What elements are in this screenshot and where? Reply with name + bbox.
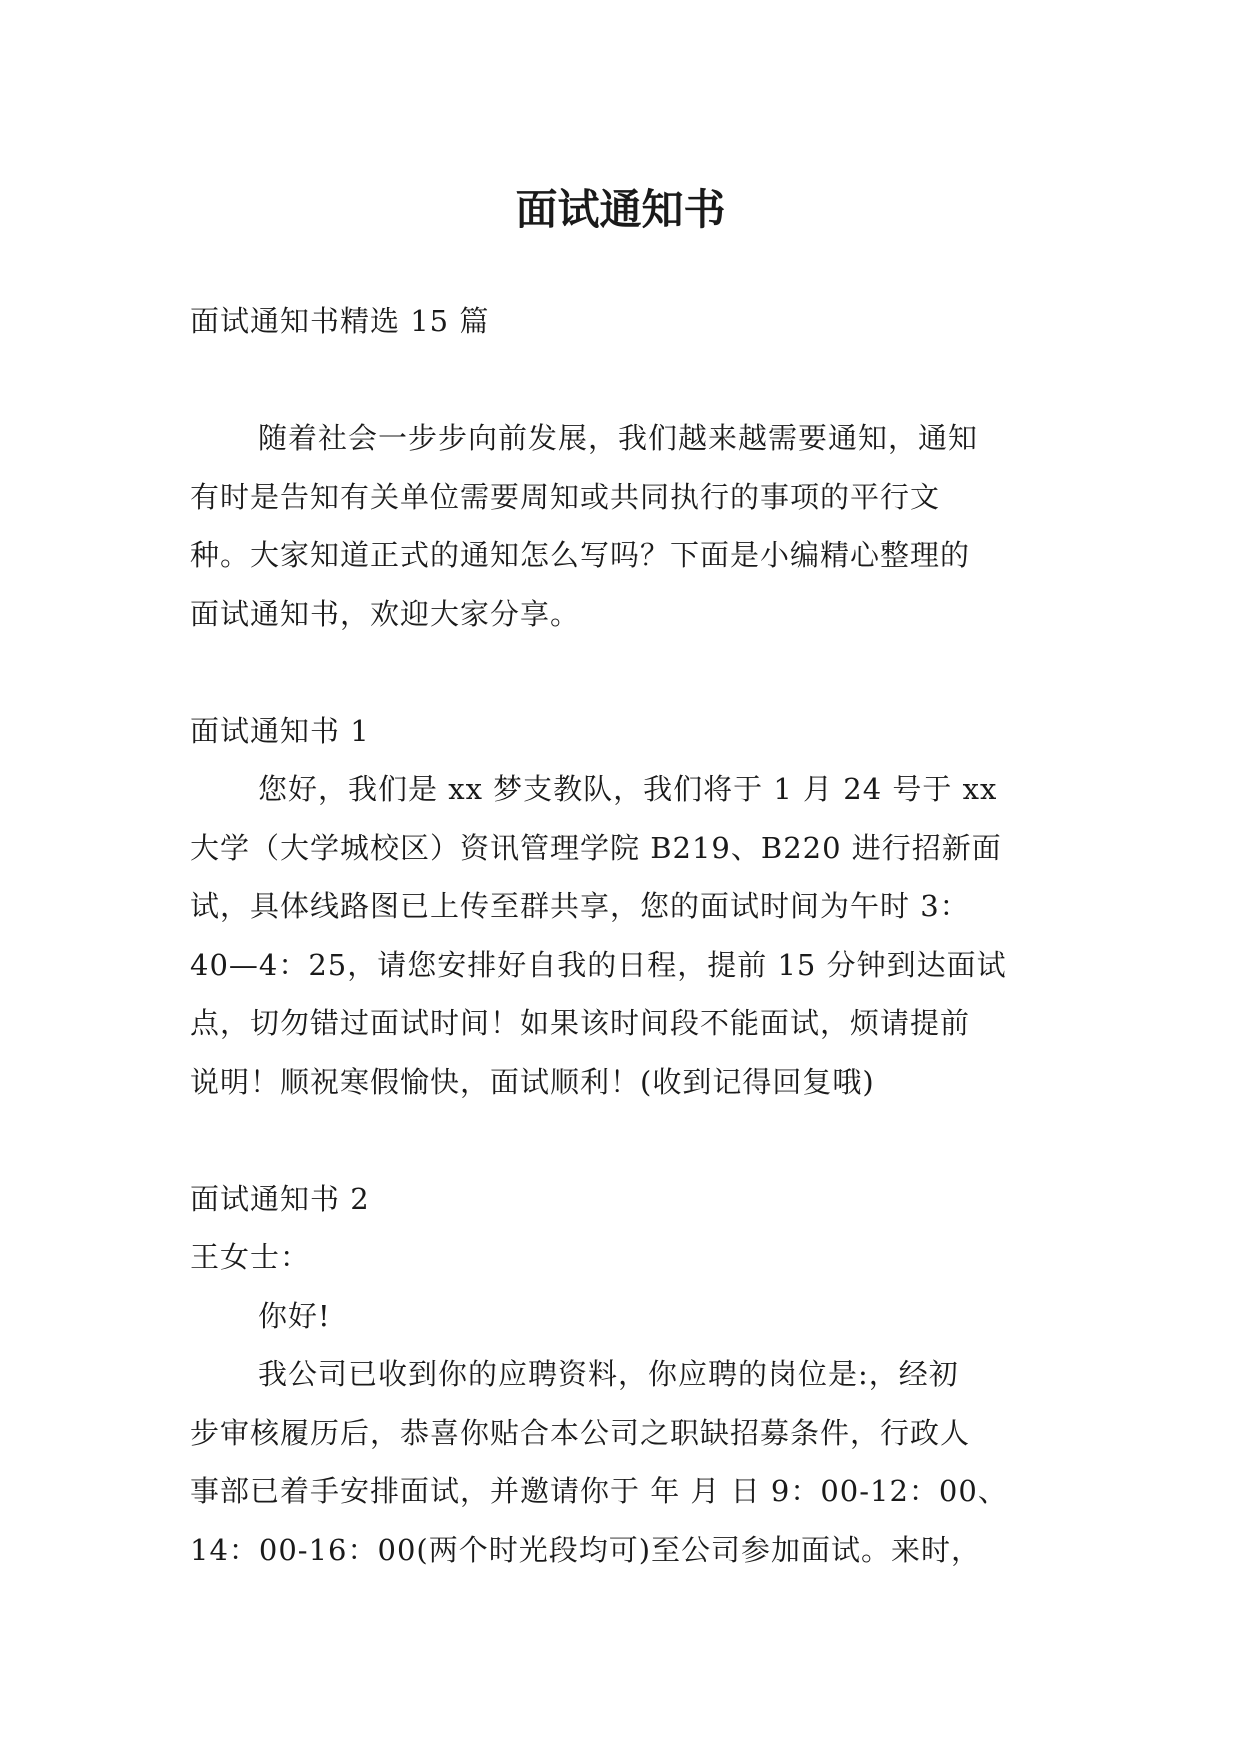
intro-line: 随着社会一步步向前发展，我们越来越需要通知，通知 (258, 421, 979, 455)
section-2-heading: 面试通知书 2 (190, 1181, 370, 1216)
intro-line: 有时是告知有关单位需要周知或共同执行的事项的平行文 (190, 479, 941, 514)
paragraph-gap (190, 351, 1060, 410)
section-1-line: 您好，我们是 xx 梦支教队，我们将于 1 月 24 号于 xx (258, 772, 998, 806)
section-1-line: 大学（大学城校区）资讯管理学院 B219、B220 进行招新面 (190, 830, 1002, 865)
section-2-line: 我公司已收到你的应聘资料，你应聘的岗位是:，经初 (258, 1357, 959, 1391)
letter-greeting: 你好! (258, 1298, 331, 1333)
intro-line: 面试通知书，欢迎大家分享。 (190, 596, 581, 631)
section-1-line: 试，具体线路图已上传至群共享，您的面试时间为午时 3： (190, 889, 970, 923)
section-2-line: 14：00-16：00(两个时光段均可)至公司参加面试。来时， (190, 1532, 982, 1567)
section-2-line: 步审核履历后，恭喜你贴合本公司之职缺招募条件，行政人 (190, 1415, 971, 1450)
document-subtitle: 面试通知书精选 15 篇 (190, 304, 490, 338)
paragraph-gap (190, 643, 1060, 702)
intro-line: 种。大家知道正式的通知怎么写吗？下面是小编精心整理的 (190, 538, 971, 572)
section-2-line: 事部已着手安排面试，并邀请你于 年 月 日 9：00-12：00、 (190, 1474, 1008, 1508)
document-title: 面试通知书 (515, 185, 726, 235)
section-1-line: 说明！顺祝寒假愉快，面试顺利！(收到记得回复哦) (190, 1064, 875, 1099)
section-1-line: 点，切勿错过面试时间！如果该时间段不能面试，烦请提前 (190, 1006, 971, 1040)
paragraph-gap (190, 1111, 1060, 1170)
section-1-heading: 面试通知书 1 (190, 713, 370, 748)
section-1-line: 40—4：25，请您安排好自我的日程，提前 15 分钟到达面试 (190, 947, 1007, 982)
document-body (190, 292, 1060, 1579)
letter-salutation: 王女士： (190, 1240, 311, 1274)
